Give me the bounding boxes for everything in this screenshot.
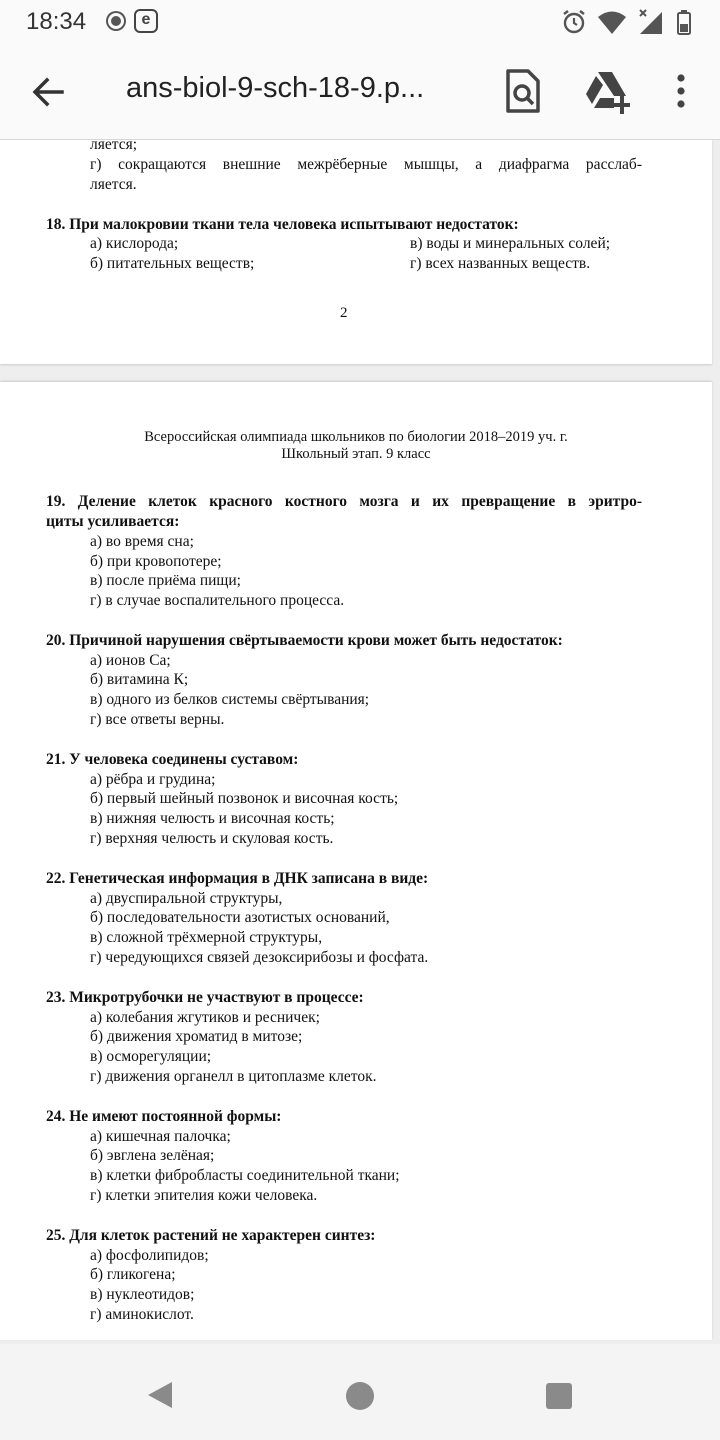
option: г) всех названных веществ. [410,255,591,272]
option: а) двуспиральной структуры, [90,890,283,907]
option: а) ионов Са; [90,652,171,669]
question-20: 20. Причиной нарушения свёртываемости крови может быть недостаток: [46,632,563,649]
option: г) в случае воспалительного процесса. [90,592,345,609]
option: в) клетки фибробласты соединительной ткани; [90,1167,400,1184]
question-19: 19. Деление клеток красного костного мозга и их превращение в эритро- [46,493,642,510]
option: б) последовательности азотистых оснований, [90,909,390,926]
question-18: 18. При малокровии ткани тела человека испытывают недостаток: [46,216,519,233]
option: г) все ответы верны. [90,711,225,728]
option: г) движения органелл в цитоплазме клеток. [90,1068,377,1085]
option: в) осморегуляции; [90,1048,212,1065]
page-header: Школьный этап. 9 класс [281,446,431,462]
page-header: Всероссийская олимпиада школьников по биологии 2018–2019 уч. г. [144,429,568,445]
option: б) гликогена; [90,1266,176,1283]
option: а) кишечная палочка; [90,1128,231,1145]
document-page-2 [0,136,712,364]
save-to-drive-icon[interactable] [584,70,630,114]
option: а) во время сна; [90,533,194,550]
option: б) движения хроматид в митозе; [90,1028,303,1045]
option: г) чередующихся связей дезоксирибозы и фосфата. [90,949,429,966]
question-23: 23. Микротрубочки не участвуют в процессе: [46,989,364,1006]
question-19: циты усиливается: [46,513,180,530]
signal-icon [640,10,662,34]
option: а) фосфолипидов; [90,1247,209,1264]
option: в) нуклеотидов; [90,1286,195,1303]
option: г) верхняя челюсть и скуловая кость. [90,830,334,847]
question-21: 21. У человека соединены суставом: [46,751,299,768]
option: б) первый шейный позвонок и височная кость; [90,790,399,807]
status-time: 18:34 [26,8,87,35]
option: в) одного из белков системы свёртывания; [90,691,370,708]
document-title: ans-biol-9-sch-18-9.p... [126,72,425,104]
battery-icon [678,10,690,34]
back-arrow-icon[interactable] [28,72,68,112]
page-number: 2 [340,305,348,321]
option: в) нижняя челюсть и височная кость; [90,810,335,827]
notification-dot-icon [108,13,124,29]
question-25: 25. Для клеток растений не характерен синтез: [46,1227,376,1244]
fragment-line: ляется; [90,136,138,153]
find-in-document-icon[interactable] [502,68,544,114]
option: б) эвглена зелёная; [90,1147,215,1164]
more-vert-icon[interactable] [666,72,696,112]
e-icon: e [134,9,158,33]
option: а) рёбра и грудина; [90,771,216,788]
option: в) воды и минеральных солей; [410,235,611,252]
alarm-icon [564,11,584,32]
option: б) витамина К; [90,671,189,688]
document-page-3 [0,382,712,1340]
system-nav-bar [0,1344,720,1440]
nav-back-icon[interactable] [146,1380,174,1410]
option: в) после приёма пищи; [90,572,241,589]
status-icons [560,8,700,36]
option: а) кислорода; [90,235,179,252]
fragment-line: г) сокращаются внешние межрёберные мышцы, а диафрагма расслаб- [90,156,642,173]
nav-recents-icon[interactable] [546,1383,572,1409]
wifi-icon [598,12,626,35]
question-24: 24. Не имеют постоянной формы: [46,1108,282,1125]
option: г) клетки эпителия кожи человека. [90,1187,318,1204]
option: в) сложной трёхмерной структуры, [90,929,323,946]
option: б) при кровопотере; [90,553,222,570]
fragment-line: ляется. [90,176,137,193]
status-bar [0,0,720,44]
question-22: 22. Генетическая информация в ДНК записана в виде: [46,870,429,887]
option: б) питательных веществ; [90,255,255,272]
nav-home-icon[interactable] [346,1382,374,1410]
option: а) колебания жгутиков и ресничек; [90,1009,320,1026]
option: г) аминокислот. [90,1306,194,1323]
app-bar [0,44,720,140]
